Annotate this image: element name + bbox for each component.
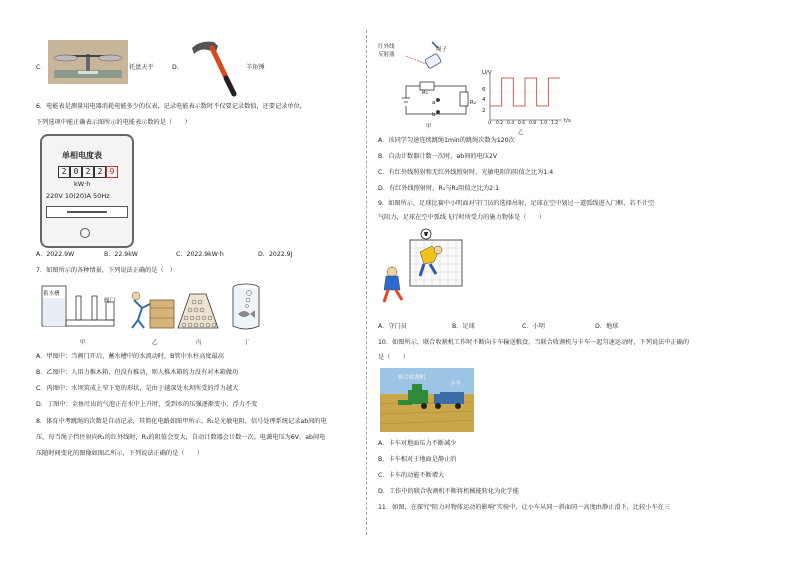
fig-label-laser: 红外线: [378, 44, 395, 50]
fig-label-rope: 绳子: [436, 47, 448, 53]
meter-digit: 0: [70, 166, 82, 178]
meter-spec: 220V 10(20)A 50Hz: [46, 192, 110, 200]
meter-digit-decimal: 9: [106, 166, 118, 178]
meter-unit: kW·h: [74, 180, 91, 188]
voltage-time-chart: [480, 72, 566, 126]
fig-label-jia-circuit: 甲: [426, 124, 432, 130]
meter-title: 单相电度表: [62, 151, 102, 160]
q8-option-a: A．该同学匀速连续跳绳1min的跳绳次数为120次: [378, 137, 515, 144]
fig-label-r2: R₂: [470, 100, 477, 106]
q6-stem-line1: 6．电能表是测量用电器消耗电能多少的仪表，记录电能表示数时不仅要记录数值，还要记录单位，: [36, 103, 306, 110]
q9-stem-line2: 气阻力，足球在空中弧线飞行时所受力的施力物体是（ ）: [378, 214, 546, 221]
fig-label-r1: R₁: [422, 90, 429, 96]
q7-option-d: D．丁图中：金鱼吐出的气泡正在水中上升时，受到水的压强逐渐变小、浮力不变: [36, 401, 258, 408]
fig-ding-fish-tank: [230, 282, 262, 332]
fig-label-yi: 乙: [152, 340, 158, 346]
q9-option-d: D．地球: [595, 323, 619, 330]
q5-option-c-name: 托盘天平: [129, 64, 154, 71]
chart-xtick: 0.6: [518, 121, 526, 126]
chart-xtick: 0.8: [529, 121, 537, 126]
fig-yi-push-box: [128, 290, 178, 330]
chart-ytick: 4: [482, 97, 486, 103]
fig-jia-text-valve: 阀门: [104, 298, 116, 304]
q6-option-c: C．2022.9kW·h: [176, 251, 224, 258]
q5-option-d-label: D．: [172, 64, 183, 71]
q11-stem-line1: 11．如图，在探究"阻力对物体运动的影响"实验中，让小车从同一斜面同一高度由静止滑下，比较小车在三: [378, 504, 671, 511]
q8-stem-line1: 8．体育中考跳绳的次数是自动记录，其简化电路如图甲所示。R₁是光敏电阻，信号处理系统记录ab间的电: [36, 418, 327, 425]
q7-option-c: C．丙图中：水坝筑成上窄下宽的形状，是由于越深处水坝所受的浮力越大: [36, 385, 239, 392]
fig-label-jia: 甲: [80, 340, 86, 346]
q8-option-b: B．自动计数器计数一次时，ab间的电压2V: [378, 153, 498, 160]
q6-option-a: A．2022.9W: [36, 251, 75, 258]
meter-digit: 2: [58, 166, 70, 178]
q7-option-a: A．甲图中：当阀门开启，蓄水槽中的水流动时，B管中水柱高度最高: [36, 353, 224, 360]
q10-stem-line2: 是（ ）: [378, 354, 409, 361]
fig-jia-text-tank: 蓄水槽: [43, 291, 60, 297]
chart-ylabel: U/V: [482, 70, 492, 76]
chart-xtick: 0.2: [496, 121, 504, 126]
fig-label-a: a: [432, 100, 436, 106]
q7-stem: 7．如图所示的各种情景，下列说法正确的是（ ）: [36, 267, 177, 274]
fig-label-b: b: [432, 112, 436, 118]
q10-option-d: D．工作中的联合收割机不断将机械能转化为化学能: [378, 488, 519, 495]
photo-label-truck: 卡车: [450, 381, 462, 387]
q9-option-b: B．足球: [452, 323, 475, 330]
q8-option-c: C．有红外线照射和无红外线照射时，光敏电阻的阻值之比为1:4: [378, 169, 554, 176]
chart-xtick: 1.0: [540, 121, 548, 126]
q8-stem-line3: 压随时间变化的图像如图乙所示，下列说法正确的是（ ）: [36, 450, 204, 457]
meter-digits: [58, 166, 118, 178]
q5-option-c-label: C．: [36, 64, 47, 71]
q9-option-c: C．小明: [522, 323, 545, 330]
q9-stem-line1: 9．如图所示，足球比赛中小明面对守门员的选择吊射，足球在空中划过一道弧线进入门框，若不计空: [378, 200, 655, 207]
fig-label-yi-graph: 乙: [518, 130, 524, 136]
chart-xtick: 0: [488, 121, 491, 126]
hammer-picture: [190, 38, 240, 98]
q6-stem-line2: 下列选项中能正确表示图所示的电能表示数的是（ ）: [36, 119, 191, 126]
chart-xlabel: t/s: [564, 118, 571, 124]
q10-option-c: C．卡车的动能不断增大: [378, 472, 445, 479]
fig-label-reflector: 反射器: [378, 52, 395, 58]
q9-option-a: A．守门员: [378, 323, 407, 330]
q8-stem-line2: 压，每当绳子挡住射向R₁的红外线时，R₁的阻值会变大，自动计数器会计数一次。电源电压为6V，ab间电: [36, 434, 326, 441]
chart-ytick: 6: [482, 87, 486, 93]
chart-ytick: 2: [482, 108, 486, 114]
fig-bing-dam: [176, 292, 220, 330]
meter-disc-window: [46, 206, 128, 218]
q10-option-b: B．卡车相对于地面是静止的: [378, 456, 457, 463]
q10-stem-line1: 10．如图所示，联合收割机工作时不断向卡车输送粮食，当联合收割机与卡车一起匀速运动时，下列说法中正确的: [378, 339, 690, 346]
q6-option-d: D．2022.9J: [258, 251, 293, 258]
chart-xtick: 1.2: [551, 121, 559, 126]
meter-digit: 2: [94, 166, 106, 178]
q8-option-d: D．有红外线照射时，R₁与R₂阻值之比为2:1: [378, 185, 500, 192]
meter-digit: 2: [82, 166, 94, 178]
q5-option-d-name: 羊角锤: [246, 64, 265, 71]
fig-label-ding: 丁: [244, 340, 250, 346]
q6-option-b: B．22.9kW: [104, 251, 138, 258]
q10-option-a: A．卡车对地面压力不断减少: [378, 440, 457, 447]
meter-screw-icon: [80, 228, 90, 238]
soccer-goal-picture: [380, 228, 464, 306]
q7-option-b: B．乙图中：人用力推木箱，但没有推动，则人推木箱的力没有对木箱做功: [36, 369, 239, 376]
chart-xtick: 0.4: [507, 121, 515, 126]
photo-label-harvester: 联合收割机: [398, 375, 426, 381]
energy-meter: [40, 134, 134, 248]
harvester-photo: [380, 368, 474, 432]
fig-label-bing: 丙: [196, 340, 202, 346]
column-divider: [366, 30, 367, 535]
balance-photo: [48, 40, 128, 84]
